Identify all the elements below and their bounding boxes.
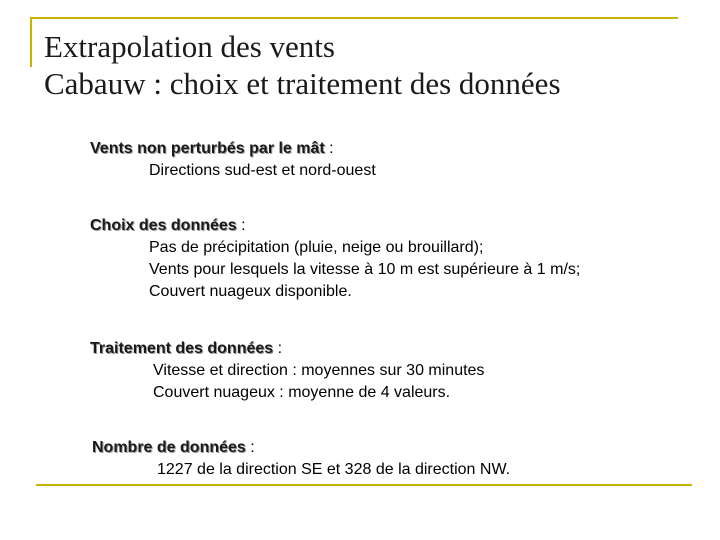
- section-line: Vents pour lesquels la vitesse à 10 m est supérieure à 1 m/s;: [149, 261, 581, 278]
- bottom-rule: [36, 484, 692, 486]
- section-heading-text: Vents non perturbés par le mât: [90, 140, 325, 157]
- top-rule: [30, 17, 678, 19]
- section-heading-text: Traitement des données: [90, 340, 274, 357]
- section-separator: :: [273, 340, 283, 357]
- section-heading: [90, 215, 580, 237]
- title-line-2: Cabauw : choix et traitement des données: [44, 66, 561, 101]
- section-data-processing: [90, 338, 484, 404]
- section-line: Pas de précipitation (pluie, neige ou brouillard);: [149, 239, 484, 256]
- section-heading: [90, 138, 376, 160]
- section-unperturbed-winds: [90, 138, 376, 182]
- section-heading-text: Choix des données: [90, 217, 237, 234]
- section-line: Vitesse et direction : moyennes sur 30 minutes: [153, 362, 485, 379]
- section-line: Couvert nuageux : moyenne de 4 valeurs.: [153, 384, 451, 401]
- title-line-1: Extrapolation des vents: [44, 29, 335, 64]
- section-separator: :: [236, 217, 246, 234]
- section-data-count: [92, 437, 510, 481]
- section-line: Directions sud-est et nord-ouest: [149, 162, 376, 179]
- section-heading-text: Nombre de données: [92, 439, 246, 456]
- left-rule: [30, 17, 32, 67]
- section-data-selection: [90, 215, 580, 303]
- section-line: Couvert nuageux disponible.: [149, 283, 352, 300]
- slide-title: [44, 28, 561, 102]
- section-heading: [92, 437, 510, 459]
- section-line: 1227 de la direction SE et 328 de la direction NW.: [157, 461, 511, 478]
- section-heading: [90, 338, 484, 360]
- section-separator: :: [324, 140, 334, 157]
- section-separator: :: [245, 439, 255, 456]
